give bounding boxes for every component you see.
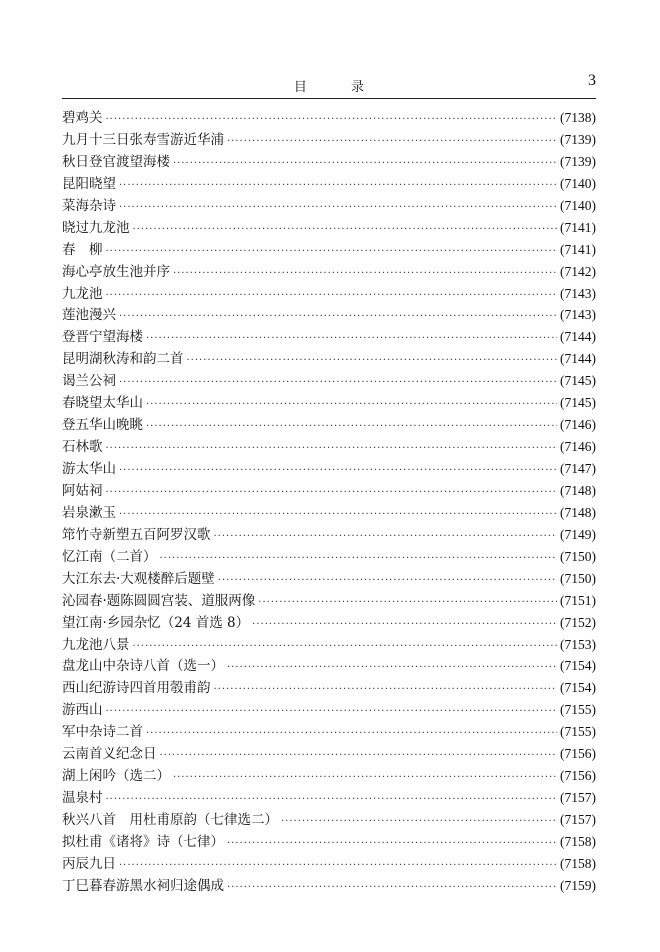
entry-title: 石林歌 bbox=[62, 439, 103, 456]
entry-page-number: (7146) bbox=[560, 439, 596, 455]
entry-title: 九龙池八景 bbox=[62, 636, 130, 653]
entry-page-number: (7140) bbox=[560, 175, 596, 191]
toc-entry bbox=[62, 699, 596, 721]
entry-page-number: (7157) bbox=[560, 812, 596, 827]
entry-page-number: (7144) bbox=[560, 351, 596, 367]
toc-entry bbox=[62, 173, 596, 195]
entry-title: 筇竹寺新塑五百阿罗汉歌 bbox=[62, 526, 211, 543]
toc-entry bbox=[62, 261, 596, 283]
entry-page-number: (7158) bbox=[560, 833, 596, 849]
entry-page-number: (7153) bbox=[560, 636, 596, 652]
dot-leader bbox=[187, 350, 558, 372]
entry-title: 春晓望太华山 bbox=[62, 395, 143, 412]
toc-entry bbox=[62, 568, 596, 590]
dot-leader bbox=[106, 438, 558, 460]
dot-leader bbox=[146, 723, 557, 745]
entry-page-number: (7146) bbox=[560, 417, 596, 433]
dot-leader bbox=[214, 526, 558, 548]
entry-title: 拟杜甫《诸将》诗（七律） bbox=[62, 833, 224, 850]
dot-leader bbox=[106, 701, 558, 723]
entry-title: 登五华山晚眺 bbox=[62, 417, 143, 434]
entry-title: 春 柳 bbox=[62, 241, 103, 258]
toc-entry bbox=[62, 765, 596, 787]
dot-leader bbox=[146, 416, 557, 438]
dot-leader bbox=[119, 197, 557, 219]
dot-leader bbox=[106, 789, 558, 811]
toc-entry bbox=[62, 831, 596, 853]
toc-entry bbox=[62, 348, 596, 370]
page-header bbox=[62, 72, 596, 96]
entry-page-number: (7144) bbox=[560, 329, 596, 345]
dot-leader bbox=[227, 833, 557, 855]
entry-title: 昆明湖秋涛和韵二首 bbox=[62, 351, 184, 368]
toc-entry bbox=[62, 546, 596, 568]
toc-entry bbox=[62, 392, 596, 414]
entry-page-number: (7155) bbox=[560, 702, 596, 718]
entry-page-number: (7145) bbox=[560, 373, 596, 389]
entry-title: 岩泉漱玉 bbox=[62, 504, 116, 521]
entry-page-number: (7157) bbox=[560, 790, 596, 806]
entry-title: 大江东去·大观楼醉后题壁 bbox=[62, 570, 215, 587]
dot-leader bbox=[119, 460, 557, 482]
entry-page-number: (7142) bbox=[560, 263, 596, 279]
dot-leader bbox=[106, 241, 558, 263]
toc-entry bbox=[62, 129, 596, 151]
dot-leader bbox=[119, 306, 557, 328]
dot-leader bbox=[173, 263, 557, 285]
header-rule bbox=[62, 98, 596, 99]
entry-title: 九月十三日张寿雪游近华浦 bbox=[62, 131, 224, 148]
dot-leader bbox=[160, 548, 558, 570]
dot-leader bbox=[119, 504, 557, 526]
dot-leader bbox=[133, 636, 558, 658]
entry-page-number: (7141) bbox=[560, 219, 596, 235]
toc-entry bbox=[62, 677, 596, 699]
toc-entry bbox=[62, 590, 596, 612]
entry-title: 阿姑祠 bbox=[62, 482, 103, 499]
toc-entry bbox=[62, 721, 596, 743]
entry-title: 碧鸡关 bbox=[62, 110, 103, 126]
entry-page-number: (7155) bbox=[560, 724, 596, 740]
dot-leader bbox=[146, 328, 557, 350]
toc-entry bbox=[62, 524, 596, 546]
entry-page-number: (7147) bbox=[560, 461, 596, 476]
dot-leader bbox=[133, 219, 558, 241]
dot-leader bbox=[227, 657, 557, 679]
entry-page-number: (7156) bbox=[560, 768, 596, 784]
dot-leader bbox=[281, 811, 557, 833]
dot-leader bbox=[119, 372, 557, 394]
entry-page-number: (7143) bbox=[560, 307, 596, 323]
entry-title: 丙辰九日 bbox=[62, 855, 116, 872]
toc-entry bbox=[62, 217, 596, 239]
dot-leader bbox=[119, 855, 557, 877]
toc-entry bbox=[62, 655, 596, 677]
dot-leader bbox=[227, 131, 557, 153]
entry-page-number: (7148) bbox=[560, 504, 596, 520]
entry-title: 海心亭放生池并序 bbox=[62, 263, 170, 280]
dot-leader bbox=[106, 109, 558, 131]
toc-entry bbox=[62, 326, 596, 348]
dot-leader bbox=[160, 745, 558, 767]
dot-leader bbox=[227, 877, 557, 899]
entry-page-number: (7159) bbox=[560, 877, 596, 893]
entry-page-number: (7152) bbox=[560, 614, 596, 630]
toc-entry bbox=[62, 480, 596, 502]
toc-entry bbox=[62, 370, 596, 392]
entry-page-number: (7145) bbox=[560, 395, 596, 411]
table-of-contents bbox=[62, 107, 596, 897]
entry-title: 菜海杂诗 bbox=[62, 197, 116, 214]
dot-leader bbox=[146, 394, 557, 416]
toc-entry bbox=[62, 195, 596, 217]
entry-page-number: (7154) bbox=[560, 680, 596, 696]
toc-entry bbox=[62, 612, 596, 634]
toc-entry bbox=[62, 634, 596, 656]
entry-title: 忆江南（二首） bbox=[62, 548, 157, 565]
toc-entry bbox=[62, 853, 596, 875]
entry-title: 谒兰公祠 bbox=[62, 373, 116, 390]
toc-entry bbox=[62, 107, 596, 129]
entry-title: 盘龙山中杂诗八首（选一） bbox=[62, 658, 224, 675]
entry-title: 西山纪游诗四首用彀甫韵 bbox=[62, 680, 211, 697]
entry-page-number: (7139) bbox=[560, 131, 596, 147]
dot-leader bbox=[106, 482, 558, 504]
toc-entry bbox=[62, 787, 596, 809]
entry-page-number: (7140) bbox=[560, 197, 596, 213]
entry-page-number: (7156) bbox=[560, 746, 596, 762]
entry-title: 登晋宁望海楼 bbox=[62, 329, 143, 346]
toc-entry bbox=[62, 458, 596, 480]
entry-page-number: (7139) bbox=[560, 153, 596, 169]
entry-title: 九龙池 bbox=[62, 285, 103, 302]
toc-entry bbox=[62, 283, 596, 305]
toc-entry bbox=[62, 304, 596, 326]
toc-entry bbox=[62, 414, 596, 436]
entry-title: 军中杂诗二首 bbox=[62, 724, 143, 741]
toc-entry bbox=[62, 502, 596, 524]
entry-title: 沁园春·题陈圆圆宫装、道服两像 bbox=[62, 592, 256, 609]
toc-entry bbox=[62, 743, 596, 765]
entry-title: 游西山 bbox=[62, 702, 103, 719]
entry-title: 秋日登官渡望海楼 bbox=[62, 153, 170, 170]
page-number: 3 bbox=[588, 72, 596, 89]
dot-leader bbox=[173, 153, 557, 175]
entry-title: 望江南·乡园杂忆（24 首选 8） bbox=[62, 614, 250, 631]
entry-title: 丁巳暮春游黑水祠归途偶成 bbox=[62, 877, 224, 894]
dot-leader bbox=[173, 767, 557, 789]
dot-leader bbox=[252, 614, 557, 636]
dot-leader bbox=[119, 175, 557, 197]
entry-title: 湖上闲吟（选二） bbox=[62, 768, 170, 785]
dot-leader bbox=[258, 592, 557, 614]
dot-leader bbox=[214, 679, 558, 701]
entry-title: 温泉村 bbox=[62, 790, 103, 807]
entry-page-number: (7158) bbox=[560, 855, 596, 871]
toc-entry bbox=[62, 239, 596, 261]
toc-entry bbox=[62, 151, 596, 173]
entry-page-number: (7143) bbox=[560, 285, 596, 301]
dot-leader bbox=[106, 285, 558, 307]
entry-page-number: (7150) bbox=[560, 548, 596, 564]
toc-entry bbox=[62, 436, 596, 458]
entry-title: 游太华山 bbox=[62, 461, 116, 477]
entry-page-number: (7138) bbox=[560, 110, 596, 125]
toc-entry bbox=[62, 809, 596, 831]
entry-title: 莲池漫兴 bbox=[62, 307, 116, 324]
entry-page-number: (7141) bbox=[560, 241, 596, 257]
toc-entry bbox=[62, 875, 596, 897]
entry-page-number: (7150) bbox=[560, 570, 596, 586]
header-title: 目 录 bbox=[293, 80, 385, 95]
dot-leader bbox=[218, 570, 557, 592]
entry-page-number: (7151) bbox=[560, 592, 596, 608]
entry-title: 昆阳晓望 bbox=[62, 175, 116, 192]
entry-page-number: (7148) bbox=[560, 482, 596, 498]
entry-title: 晓过九龙池 bbox=[62, 219, 130, 236]
entry-title: 云南首义纪念日 bbox=[62, 746, 157, 763]
entry-page-number: (7154) bbox=[560, 658, 596, 674]
entry-page-number: (7149) bbox=[560, 526, 596, 542]
entry-title: 秋兴八首 用杜甫原韵（七律选二） bbox=[62, 812, 278, 828]
